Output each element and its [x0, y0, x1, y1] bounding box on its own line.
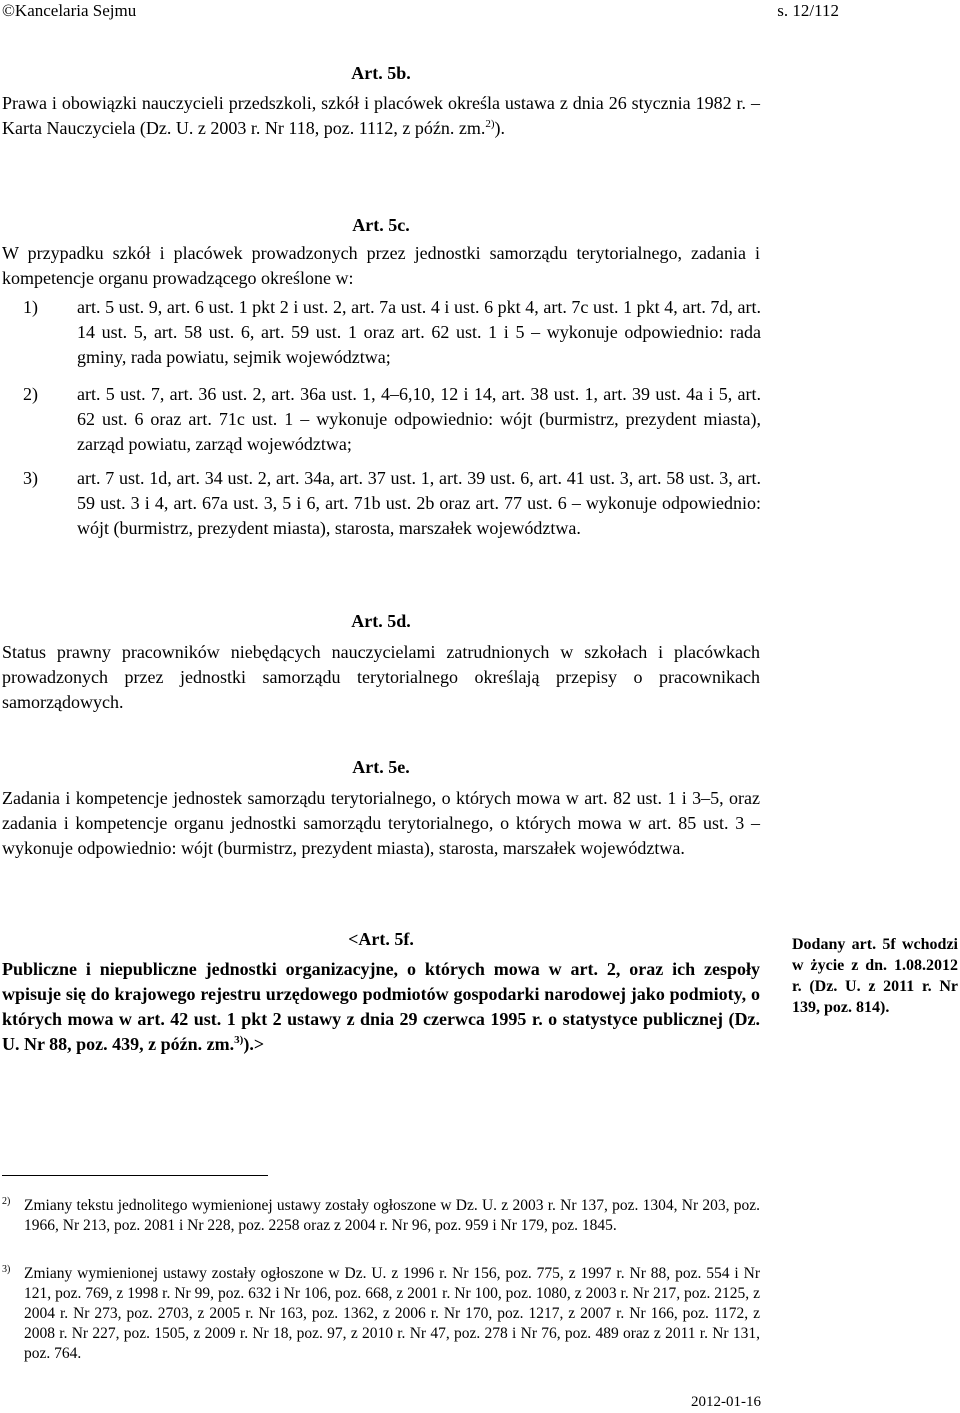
art-5f-text: Publiczne i niepubliczne jednostki organizacyjne, o których mowa w art. 2, oraz ich zespoły wpisuje się do krajowego rejestru urzędowego podmiotów gospodarki narodowej jako podmioty, o których mowa w art. 42 ust. 1 pkt 2 ustawy z dnia 29 czerwca 1995 r. o statystyce publicznej (Dz. U. Nr 88, poz. 439, z późn. zm.$^{3)}$).>	[2, 959, 760, 1054]
list-item-text: art. 7 ust. 1d, art. 34 ust. 2, art. 34a, art. 37 ust. 1, art. 39 ust. 6, art. 41 ust. 3, art. 58 ust. 3, art. 59 ust. 3 i 4, art. 67a ust. 3, 5 i 6, art. 71b ust. 2b oraz art. 77 ust. 6 – wykonuje odpowiednio: wójt (burmistrz, prezydent miasta), starosta, marszałek województwa.	[77, 468, 761, 538]
margin-note: Dodany art. 5f wchodzi w życie z dn. 1.08.2012 r. (Dz. U. z 2011 r. Nr 139, poz. 814).	[792, 936, 958, 1016]
list-item-text: art. 5 ust. 7, art. 36 ust. 2, art. 36a ust. 1, 4–6,10, 12 i 14, art. 38 ust. 1, art. 39 ust. 4a i 5, art. 62 ust. 6 oraz art. 71c ust. 1 – wykonuje odpowiednio: wójt (burmistrz, prezydent miasta), zarząd powiatu, zarząd województwa;	[77, 384, 761, 454]
art-5e-text: Zadania i kompetencje jednostek samorządu terytorialnego, o których mowa w art. 82 ust. 1 i 3–5, oraz zadania i kompetencje organu jednostki samorządu terytorialnego, o których mowa w art. 85 ust. 3 – wykonuje odpowiednio: wójt (burmistrz, prezydent miasta), starosta, marszałek województwa.	[2, 788, 760, 858]
list-item-number: 2)	[23, 384, 38, 404]
art-5b-heading: Art. 5b.	[351, 63, 411, 83]
footnote-separator	[2, 1175, 268, 1176]
art-5d-text: Status prawny pracowników niebędących nauczycielami zatrudnionych w szkołach i placówkach prowadzonych przez jednostki samorządu terytorialnego określają przepisy o pracownikach samorządowych.	[2, 642, 760, 712]
footer-date: 2012-01-16	[691, 1394, 761, 1410]
footnote	[2, 1196, 760, 1236]
footnote	[2, 1264, 760, 1364]
footnote-mark: 2)	[2, 1196, 11, 1207]
art-5e-heading: Art. 5e.	[352, 757, 410, 777]
art-5b-text: Prawa i obowiązki nauczycieli przedszkoli, szkół i placówek określa ustawa z dnia 26 stycznia 1982 r. – Karta Nauczyciela (Dz. U. z 2003 r. Nr 118, poz. 1112, z późn. zm.$^{2)}$).	[2, 93, 760, 138]
art-5d-heading: Art. 5d.	[351, 611, 411, 631]
list-item-number: 1)	[23, 297, 38, 317]
list-item	[23, 466, 761, 541]
list-item	[23, 295, 761, 370]
list-item-text: art. 5 ust. 9, art. 6 ust. 1 pkt 2 i ust. 2, art. 7a ust. 4 i ust. 6 pkt 4, art. 7c ust. 1 pkt 4, art. 7d, art. 14 ust. 5, art. 58 ust. 6, art. 59 ust. 1 oraz art. 62 ust. 1 i 5 – wykonuje odpowiednio: rada gminy, rada powiatu, sejmik województwa;	[77, 297, 761, 367]
footnote-mark: 3)	[2, 1264, 11, 1275]
art-5c-intro: W przypadku szkół i placówek prowadzonych przez jednostki samorządu terytorialnego, zadania i kompetencje organu prowadzącego określone w:	[2, 243, 760, 288]
footnote-ref-2[interactable]: 2)	[485, 118, 495, 130]
header-publisher: ©Kancelaria Sejmu	[2, 1, 137, 20]
art-5f-heading: <Art. 5f.	[348, 929, 414, 949]
art-5c-heading: Art. 5c.	[352, 215, 410, 235]
footnote-text: Zmiany wymienionej ustawy zostały ogłoszone w Dz. U. z 1996 r. Nr 156, poz. 775, z 1997 r. Nr 88, poz. 554 i Nr 121, poz. 769, z 1998 r. Nr 99, poz. 632 i Nr 106, poz. 668, z 2001 r. Nr 100, poz. 1080, z 2003 r. Nr 217, poz. 2125, z 2004 r. Nr 273, poz. 2703, z 2005 r. Nr 163, poz. 1362, z 2006 r. Nr 170, poz. 1217, z 2007 r. Nr 166, poz. 1172, z 2008 r. Nr 227, poz. 1505, z 2009 r. Nr 18, poz. 97, z 2010 r. Nr 47, poz. 278 i Nr 76, poz. 489 oraz z 2011 r. Nr 131, poz. 764.	[24, 1265, 760, 1362]
footnote-ref-3[interactable]: 3)	[234, 1034, 244, 1046]
list-item-number: 3)	[23, 468, 38, 488]
footnote-text: Zmiany tekstu jednolitego wymienionej ustawy zostały ogłoszone w Dz. U. z 2003 r. Nr 137, poz. 1304, Nr 203, poz. 1966, Nr 213, poz. 2081 i Nr 228, poz. 2258 oraz z 2004 r. Nr 96, poz. 959 i Nr 179, poz. 1845.	[24, 1197, 760, 1234]
header-page-number: s. 12/112	[777, 1, 839, 20]
list-item	[23, 382, 761, 457]
